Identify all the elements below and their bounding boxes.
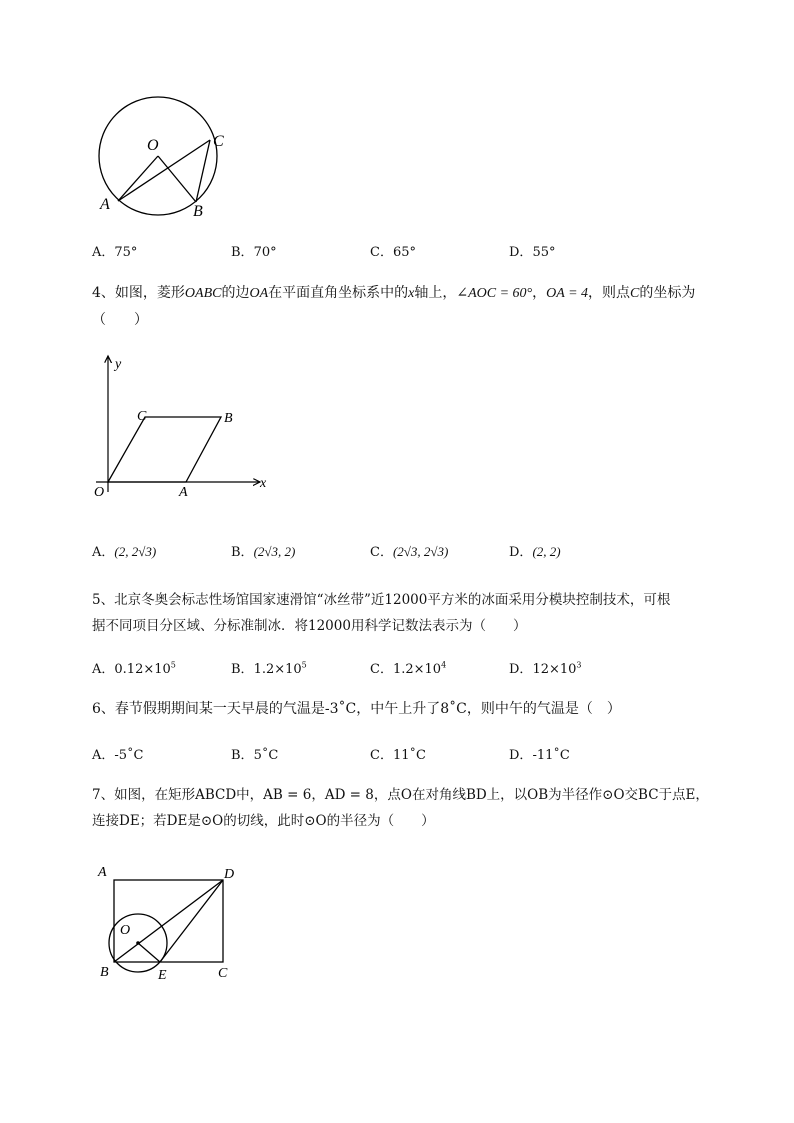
q7-label-b: B — [100, 965, 109, 980]
q6-option-a[interactable]: A．-5˚C — [92, 748, 144, 763]
q6-option-b[interactable]: B．5˚C — [231, 748, 279, 763]
q3-label-b: B — [193, 203, 203, 220]
q7-label-a: A — [98, 865, 107, 880]
q3-segment-ac — [118, 140, 210, 201]
q6-stem: 6、春节假期期间某一天早晨的气温是-3˚C，中午上升了8˚C，则中午的气温是（ ） — [92, 701, 621, 717]
q4-option-d[interactable]: D．(2, 2) — [509, 544, 561, 560]
q5-stem: 5、北京冬奥会标志性场馆国家速滑馆“冰丝带”近12000平方米的冰面采用分模块控制技术，可根 据不同项目分区域、分标准制冰．将12000用科学记数法表示为（ ） — [92, 592, 671, 634]
q7-label-c: C — [218, 966, 228, 981]
q3-option-a[interactable]: A．75° — [92, 245, 138, 260]
q7-label-e: E — [158, 968, 167, 983]
q4-option-b[interactable]: B．(2√3, 2) — [231, 544, 296, 560]
q7-stem: 7、如图，在矩形ABCD中，AB = 6，AD = 8，点O在对角线BD上，以OB为半径作⊙O交BC于点E， 连接DE；若DE是⊙O的切线，此时⊙O的半径为（ ） — [92, 787, 709, 829]
q4-rhombus-oabc — [108, 417, 221, 482]
q3-label-o: O — [147, 137, 159, 154]
q7-figure — [92, 860, 242, 985]
q7-center-dot — [136, 941, 140, 945]
q4-label-a: A — [179, 485, 188, 500]
q4-label-b: B — [224, 411, 233, 426]
q3-segment-bc — [196, 140, 210, 202]
q7-label-d: D — [224, 867, 235, 882]
q3-label-a: A — [100, 196, 110, 213]
q3-figure — [90, 92, 240, 222]
q5-option-b[interactable]: B．$1.2\times 10^5$ — [231, 660, 307, 677]
q4-label-x: x — [260, 476, 267, 491]
q3-option-d[interactable]: D．55° — [509, 245, 556, 260]
q6-option-d[interactable]: D．-11˚C — [509, 748, 570, 763]
q4-label-y: y — [115, 357, 122, 372]
q5-option-d[interactable]: D．$12\times 10^3$ — [509, 660, 582, 677]
q7-segment-oe — [138, 943, 160, 962]
q5-option-a[interactable]: A．$0.12\times 10^5$ — [92, 660, 176, 677]
q4-figure — [88, 352, 278, 502]
q4-label-o: O — [94, 485, 105, 500]
q7-diagonal-bd — [114, 880, 223, 962]
q4-stem: 4、如图，菱形OABC的边OA在平面直角坐标系中的x轴上，∠AOC = 60°，OA = 4，则点C的坐标为 （ ） — [92, 285, 696, 328]
q3-option-c[interactable]: C．65° — [370, 245, 416, 260]
q4-option-c[interactable]: C．(2√3, 2√3) — [370, 544, 449, 560]
q4-option-a[interactable]: A．(2, 2√3) — [92, 544, 157, 560]
q3-label-c: C — [213, 133, 224, 150]
q6-option-c[interactable]: C．11˚C — [370, 748, 426, 763]
q5-option-c[interactable]: C．$1.2\times 10^4$ — [370, 660, 447, 677]
q7-label-o: O — [120, 923, 131, 938]
q4-label-c: C — [137, 409, 147, 424]
q3-segment-ob — [158, 156, 196, 202]
q3-option-b[interactable]: B．70° — [231, 245, 277, 260]
